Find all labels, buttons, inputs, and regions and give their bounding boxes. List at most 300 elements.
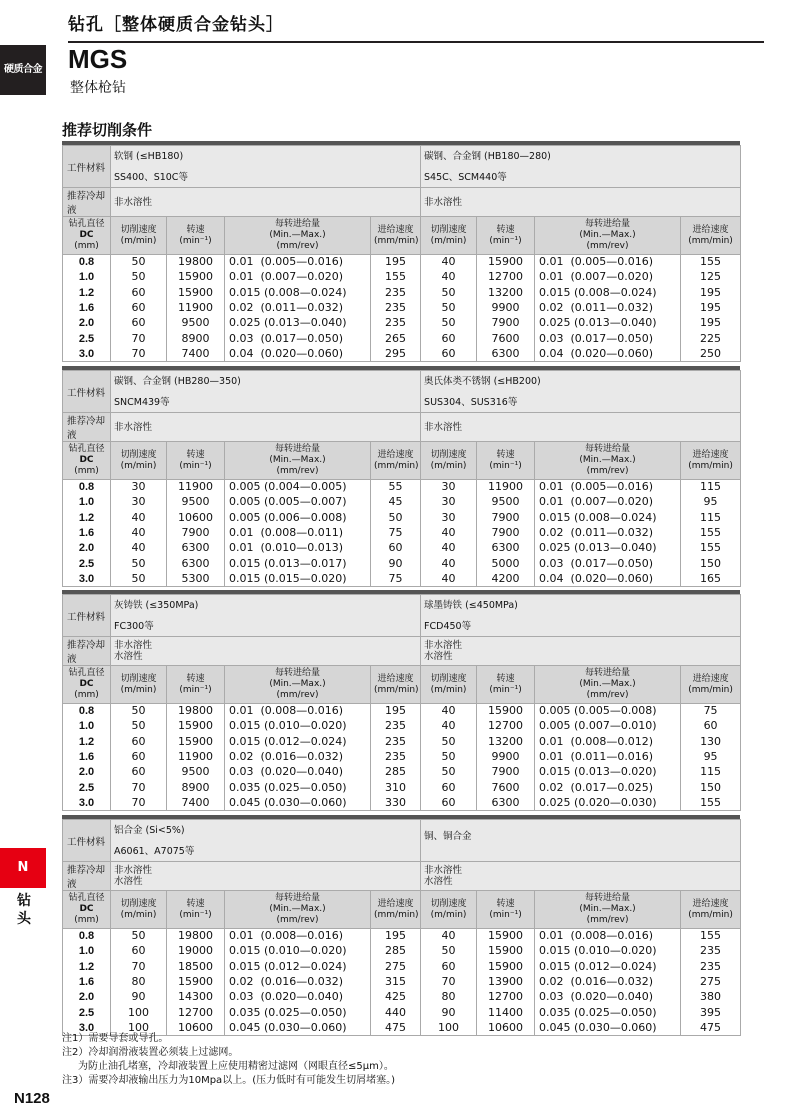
dc-cell: 2.5: [63, 1005, 111, 1020]
right-cell: 0.015 (0.008—0.024): [535, 285, 681, 300]
right-cell: 6300: [477, 541, 535, 556]
feed-header: 每转进给量 (Min.—Max.) (mm/rev): [225, 217, 371, 255]
left-cell: 11900: [167, 300, 225, 315]
table-row: [63, 929, 741, 944]
index-tab-label: 钻头: [17, 893, 31, 927]
right-cell: 40: [421, 525, 477, 540]
right-cell: 9900: [477, 300, 535, 315]
left-cell: 80: [111, 974, 167, 989]
left-cell: 12700: [167, 1005, 225, 1020]
dc-cell: 1.6: [63, 525, 111, 540]
left-cell: 19000: [167, 944, 225, 959]
table-row: [63, 749, 741, 764]
table-row: [63, 1005, 741, 1020]
speed-header: 切削速度 (m/min): [421, 442, 477, 480]
right-cell: 40: [421, 556, 477, 571]
left-cell: 7400: [167, 795, 225, 810]
left-cell: 9500: [167, 765, 225, 780]
left-cell: 60: [371, 541, 421, 556]
table-row: [63, 556, 741, 571]
right-cell: 50: [421, 316, 477, 331]
dc-cell: 0.8: [63, 480, 111, 495]
speed-header: 切削速度 (m/min): [111, 666, 167, 704]
right-cell: 40: [421, 571, 477, 586]
table-row: [63, 704, 741, 719]
feed-header: 每转进给量 (Min.—Max.) (mm/rev): [535, 442, 681, 480]
right-cell: 95: [681, 495, 741, 510]
left-cell: 60: [111, 765, 167, 780]
page-number: N128: [14, 1090, 50, 1107]
table-row: [63, 480, 741, 495]
left-cell: 0.01 (0.008—0.016): [225, 704, 371, 719]
left-cell: 0.015 (0.013—0.017): [225, 556, 371, 571]
note-1: 注1）需要导套或导孔。: [62, 1033, 169, 1044]
dc-cell: 2.5: [63, 556, 111, 571]
left-cell: 0.015 (0.012—0.024): [225, 959, 371, 974]
coolant-right: 非水溶性 水溶性: [421, 637, 741, 666]
left-cell: 0.045 (0.030—0.060): [225, 795, 371, 810]
dc-cell: 0.8: [63, 255, 111, 270]
right-cell: 150: [681, 780, 741, 795]
dc-cell: 2.5: [63, 780, 111, 795]
right-cell: 6300: [477, 346, 535, 361]
feed-rate-header: 进给速度 (mm/min): [371, 666, 421, 704]
left-cell: 9500: [167, 495, 225, 510]
left-cell: 70: [111, 780, 167, 795]
right-cell: 75: [681, 704, 741, 719]
dc-cell: 1.0: [63, 944, 111, 959]
right-cell: 15900: [477, 704, 535, 719]
speed-header: 切削速度 (m/min): [111, 442, 167, 480]
right-cell: 155: [681, 541, 741, 556]
coolant-label: 推荐冷却液: [63, 413, 111, 442]
left-cell: 195: [371, 704, 421, 719]
right-cell: 90: [421, 1005, 477, 1020]
material-label: 工件材料: [63, 371, 111, 413]
right-cell: 50: [421, 749, 477, 764]
right-cell: 395: [681, 1005, 741, 1020]
right-cell: 0.01 (0.005—0.016): [535, 255, 681, 270]
feed-header: 每转进给量 (Min.—Max.) (mm/rev): [225, 442, 371, 480]
left-cell: 0.03 (0.020—0.040): [225, 990, 371, 1005]
left-cell: 285: [371, 765, 421, 780]
left-cell: 15900: [167, 270, 225, 285]
table-row: [63, 795, 741, 810]
left-cell: 0.015 (0.010—0.020): [225, 719, 371, 734]
feed-rate-header: 进给速度 (mm/min): [371, 217, 421, 255]
dc-cell: 2.0: [63, 316, 111, 331]
left-cell: 235: [371, 719, 421, 734]
left-cell: 50: [111, 556, 167, 571]
coolant-left: 非水溶性 水溶性: [111, 862, 421, 891]
left-cell: 475: [371, 1020, 421, 1035]
dc-cell: 3.0: [63, 571, 111, 586]
rpm-header: 转速 (min⁻¹): [477, 666, 535, 704]
left-cell: 40: [111, 525, 167, 540]
right-cell: 0.005 (0.007—0.010): [535, 719, 681, 734]
left-cell: 8900: [167, 780, 225, 795]
right-cell: 40: [421, 255, 477, 270]
right-cell: 0.025 (0.020—0.030): [535, 795, 681, 810]
right-cell: 15900: [477, 959, 535, 974]
right-cell: 155: [681, 795, 741, 810]
left-cell: 235: [371, 749, 421, 764]
right-cell: 115: [681, 765, 741, 780]
right-cell: 7900: [477, 510, 535, 525]
right-cell: 30: [421, 495, 477, 510]
left-cell: 0.02 (0.016—0.032): [225, 749, 371, 764]
right-cell: 100: [421, 1020, 477, 1035]
feed-header: 每转进给量 (Min.—Max.) (mm/rev): [535, 217, 681, 255]
left-cell: 315: [371, 974, 421, 989]
material-left: 铝合金 (Si<5%) A6061、A7075等: [111, 820, 421, 862]
right-cell: 5000: [477, 556, 535, 571]
left-cell: 0.02 (0.011—0.032): [225, 300, 371, 315]
table-row: [63, 541, 741, 556]
section-title: 推荐切削条件: [62, 121, 153, 139]
dc-cell: 1.0: [63, 495, 111, 510]
dc-header: 钻孔直径 DC (mm): [63, 891, 111, 929]
table-row: [63, 959, 741, 974]
dc-cell: 3.0: [63, 346, 111, 361]
right-cell: 0.02 (0.011—0.032): [535, 525, 681, 540]
material-left: 软钢 (≤HB180) SS400、S10C等: [111, 146, 421, 188]
left-cell: 7900: [167, 525, 225, 540]
left-cell: 50: [371, 510, 421, 525]
left-cell: 19800: [167, 704, 225, 719]
left-cell: 10600: [167, 510, 225, 525]
left-cell: 195: [371, 929, 421, 944]
right-cell: 195: [681, 316, 741, 331]
right-cell: 11400: [477, 1005, 535, 1020]
right-cell: 0.015 (0.012—0.024): [535, 959, 681, 974]
material-left: 碳钢、合金钢 (HB280—350) SNCM439等: [111, 371, 421, 413]
speed-header: 切削速度 (m/min): [421, 217, 477, 255]
right-cell: 12700: [477, 270, 535, 285]
left-cell: 0.005 (0.004—0.005): [225, 480, 371, 495]
conditions-table-3: [62, 590, 740, 811]
left-cell: 235: [371, 316, 421, 331]
left-cell: 50: [111, 704, 167, 719]
left-cell: 60: [111, 285, 167, 300]
left-cell: 0.015 (0.010—0.020): [225, 944, 371, 959]
left-cell: 70: [111, 331, 167, 346]
right-cell: 0.03 (0.020—0.040): [535, 990, 681, 1005]
dc-cell: 2.5: [63, 331, 111, 346]
right-cell: 225: [681, 331, 741, 346]
left-cell: 60: [111, 734, 167, 749]
material-label: 工件材料: [63, 820, 111, 862]
right-cell: 115: [681, 510, 741, 525]
right-cell: 7900: [477, 525, 535, 540]
right-cell: 0.01 (0.007—0.020): [535, 495, 681, 510]
material-right: 球墨铸铁 (≤450MPa) FCD450等: [421, 595, 741, 637]
right-cell: 40: [421, 929, 477, 944]
right-cell: 50: [421, 765, 477, 780]
table-row: [63, 255, 741, 270]
right-cell: 12700: [477, 719, 535, 734]
right-cell: 50: [421, 734, 477, 749]
dc-header: 钻孔直径 DC (mm): [63, 666, 111, 704]
feed-header: 每转进给量 (Min.—Max.) (mm/rev): [225, 666, 371, 704]
left-cell: 100: [111, 1020, 167, 1035]
conditions-table-2: [62, 366, 740, 587]
left-cell: 6300: [167, 556, 225, 571]
right-cell: 30: [421, 510, 477, 525]
speed-header: 切削速度 (m/min): [111, 891, 167, 929]
coolant-left: 非水溶性: [111, 188, 421, 217]
right-cell: 15900: [477, 944, 535, 959]
left-cell: 295: [371, 346, 421, 361]
left-cell: 195: [371, 255, 421, 270]
right-cell: 0.01 (0.007—0.020): [535, 270, 681, 285]
right-cell: 0.01 (0.011—0.016): [535, 749, 681, 764]
table-row: [63, 990, 741, 1005]
left-cell: 40: [111, 510, 167, 525]
rpm-header: 转速 (min⁻¹): [167, 217, 225, 255]
left-cell: 440: [371, 1005, 421, 1020]
right-cell: 50: [421, 300, 477, 315]
notes: [62, 1032, 395, 1088]
dc-cell: 3.0: [63, 795, 111, 810]
left-cell: 19800: [167, 929, 225, 944]
right-cell: 250: [681, 346, 741, 361]
table-row: [63, 270, 741, 285]
material-left: 灰铸铁 (≤350MPa) FC300等: [111, 595, 421, 637]
right-cell: 150: [681, 556, 741, 571]
rpm-header: 转速 (min⁻¹): [477, 442, 535, 480]
table-row: [63, 346, 741, 361]
left-cell: 0.01 (0.007—0.020): [225, 270, 371, 285]
dc-header: 钻孔直径 DC (mm): [63, 442, 111, 480]
coolant-left: 非水溶性: [111, 413, 421, 442]
table-row: [63, 719, 741, 734]
left-cell: 30: [111, 480, 167, 495]
right-cell: 6300: [477, 795, 535, 810]
right-cell: 0.01 (0.008—0.012): [535, 734, 681, 749]
right-cell: 0.02 (0.011—0.032): [535, 300, 681, 315]
right-cell: 7600: [477, 331, 535, 346]
left-cell: 50: [111, 571, 167, 586]
left-cell: 11900: [167, 749, 225, 764]
right-cell: 13200: [477, 285, 535, 300]
dc-cell: 3.0: [63, 1020, 111, 1035]
right-cell: 0.015 (0.010—0.020): [535, 944, 681, 959]
rpm-header: 转速 (min⁻¹): [477, 217, 535, 255]
left-cell: 235: [371, 300, 421, 315]
left-cell: 15900: [167, 719, 225, 734]
feed-rate-header: 进给速度 (mm/min): [371, 891, 421, 929]
left-cell: 0.01 (0.008—0.011): [225, 525, 371, 540]
table-row: [63, 316, 741, 331]
right-cell: 155: [681, 525, 741, 540]
left-cell: 60: [111, 749, 167, 764]
left-cell: 0.005 (0.006—0.008): [225, 510, 371, 525]
right-cell: 95: [681, 749, 741, 764]
dc-cell: 2.0: [63, 990, 111, 1005]
feed-rate-header: 进给速度 (mm/min): [681, 217, 741, 255]
index-tab-n[interactable]: N: [0, 848, 46, 888]
right-cell: 0.025 (0.013—0.040): [535, 541, 681, 556]
left-cell: 0.02 (0.016—0.032): [225, 974, 371, 989]
left-cell: 15900: [167, 974, 225, 989]
coolant-label: 推荐冷却液: [63, 862, 111, 891]
left-cell: 10600: [167, 1020, 225, 1035]
right-cell: 0.03 (0.017—0.050): [535, 331, 681, 346]
right-cell: 235: [681, 959, 741, 974]
speed-header: 切削速度 (m/min): [421, 666, 477, 704]
left-cell: 55: [371, 480, 421, 495]
left-cell: 18500: [167, 959, 225, 974]
left-cell: 50: [111, 255, 167, 270]
right-cell: 13900: [477, 974, 535, 989]
right-cell: 0.03 (0.017—0.050): [535, 556, 681, 571]
rpm-header: 转速 (min⁻¹): [167, 442, 225, 480]
right-cell: 0.01 (0.005—0.016): [535, 480, 681, 495]
right-cell: 40: [421, 541, 477, 556]
right-cell: 0.02 (0.017—0.025): [535, 780, 681, 795]
left-cell: 0.015 (0.015—0.020): [225, 571, 371, 586]
dc-header: 钻孔直径 DC (mm): [63, 217, 111, 255]
right-cell: 155: [681, 255, 741, 270]
left-cell: 235: [371, 285, 421, 300]
right-cell: 0.015 (0.008—0.024): [535, 510, 681, 525]
right-cell: 0.02 (0.016—0.032): [535, 974, 681, 989]
table-row: [63, 331, 741, 346]
left-cell: 0.01 (0.008—0.016): [225, 929, 371, 944]
left-cell: 50: [111, 929, 167, 944]
right-cell: 60: [421, 346, 477, 361]
left-cell: 11900: [167, 480, 225, 495]
left-cell: 0.04 (0.020—0.060): [225, 346, 371, 361]
left-cell: 60: [111, 300, 167, 315]
feed-header: 每转进给量 (Min.—Max.) (mm/rev): [535, 666, 681, 704]
table-row: [63, 780, 741, 795]
right-cell: 380: [681, 990, 741, 1005]
speed-header: 切削速度 (m/min): [421, 891, 477, 929]
rpm-header: 转速 (min⁻¹): [477, 891, 535, 929]
left-cell: 0.03 (0.020—0.040): [225, 765, 371, 780]
left-cell: 0.03 (0.017—0.050): [225, 331, 371, 346]
right-cell: 70: [421, 974, 477, 989]
left-cell: 310: [371, 780, 421, 795]
right-cell: 125: [681, 270, 741, 285]
right-cell: 0.04 (0.020—0.060): [535, 571, 681, 586]
dc-cell: 0.8: [63, 929, 111, 944]
feed-header: 每转进给量 (Min.—Max.) (mm/rev): [535, 891, 681, 929]
left-cell: 19800: [167, 255, 225, 270]
dc-cell: 0.8: [63, 704, 111, 719]
material-right: 铜、铜合金: [421, 820, 741, 862]
left-cell: 285: [371, 944, 421, 959]
left-cell: 60: [111, 944, 167, 959]
left-cell: 60: [111, 316, 167, 331]
left-cell: 265: [371, 331, 421, 346]
left-cell: 0.045 (0.030—0.060): [225, 1020, 371, 1035]
table-row: [63, 510, 741, 525]
left-cell: 9500: [167, 316, 225, 331]
coolant-right: 非水溶性 水溶性: [421, 862, 741, 891]
right-cell: 235: [681, 944, 741, 959]
dc-cell: 1.6: [63, 749, 111, 764]
coolant-right: 非水溶性: [421, 413, 741, 442]
material-right: 碳钢、合金钢 (HB180—280) S45C、SCM440等: [421, 146, 741, 188]
left-cell: 14300: [167, 990, 225, 1005]
right-cell: 60: [421, 331, 477, 346]
product-name: 整体枪钻: [70, 80, 126, 96]
dc-cell: 1.2: [63, 734, 111, 749]
left-cell: 0.01 (0.005—0.016): [225, 255, 371, 270]
left-cell: 0.035 (0.025—0.050): [225, 780, 371, 795]
left-cell: 100: [111, 1005, 167, 1020]
right-cell: 0.015 (0.013—0.020): [535, 765, 681, 780]
right-cell: 7900: [477, 765, 535, 780]
table-row: [63, 571, 741, 586]
right-cell: 0.025 (0.013—0.040): [535, 316, 681, 331]
material-label: 工件材料: [63, 595, 111, 637]
feed-rate-header: 进给速度 (mm/min): [681, 666, 741, 704]
left-cell: 275: [371, 959, 421, 974]
table-row: [63, 285, 741, 300]
coolant-label: 推荐冷却液: [63, 188, 111, 217]
left-cell: 70: [111, 959, 167, 974]
right-cell: 7600: [477, 780, 535, 795]
page-header-title: 钻孔［整体硬质合金钻头］: [68, 15, 284, 35]
left-cell: 8900: [167, 331, 225, 346]
feed-header: 每转进给量 (Min.—Max.) (mm/rev): [225, 891, 371, 929]
right-cell: 13200: [477, 734, 535, 749]
right-cell: 10600: [477, 1020, 535, 1035]
coolant-label: 推荐冷却液: [63, 637, 111, 666]
dc-cell: 1.6: [63, 974, 111, 989]
product-code: MGS: [68, 44, 128, 74]
right-cell: 0.035 (0.025—0.050): [535, 1005, 681, 1020]
right-cell: 0.045 (0.030—0.060): [535, 1020, 681, 1035]
right-cell: 9900: [477, 749, 535, 764]
right-cell: 30: [421, 480, 477, 495]
right-cell: 11900: [477, 480, 535, 495]
left-cell: 50: [111, 270, 167, 285]
left-cell: 45: [371, 495, 421, 510]
dc-cell: 1.0: [63, 719, 111, 734]
left-cell: 75: [371, 525, 421, 540]
right-cell: 195: [681, 300, 741, 315]
left-cell: 155: [371, 270, 421, 285]
right-cell: 60: [421, 959, 477, 974]
right-cell: 115: [681, 480, 741, 495]
left-cell: 15900: [167, 285, 225, 300]
left-cell: 40: [111, 541, 167, 556]
left-cell: 90: [111, 990, 167, 1005]
right-cell: 60: [421, 780, 477, 795]
right-cell: 4200: [477, 571, 535, 586]
dc-cell: 2.0: [63, 541, 111, 556]
category-tab-carbide[interactable]: 硬质合金: [0, 45, 46, 95]
right-cell: 130: [681, 734, 741, 749]
right-cell: 195: [681, 285, 741, 300]
right-cell: 15900: [477, 255, 535, 270]
table-row: [63, 765, 741, 780]
left-cell: 7400: [167, 346, 225, 361]
right-cell: 7900: [477, 316, 535, 331]
right-cell: 165: [681, 571, 741, 586]
feed-rate-header: 进给速度 (mm/min): [681, 891, 741, 929]
right-cell: 0.04 (0.020—0.060): [535, 346, 681, 361]
right-cell: 0.005 (0.005—0.008): [535, 704, 681, 719]
speed-header: 切削速度 (m/min): [111, 217, 167, 255]
left-cell: 0.015 (0.008—0.024): [225, 285, 371, 300]
left-cell: 6300: [167, 541, 225, 556]
